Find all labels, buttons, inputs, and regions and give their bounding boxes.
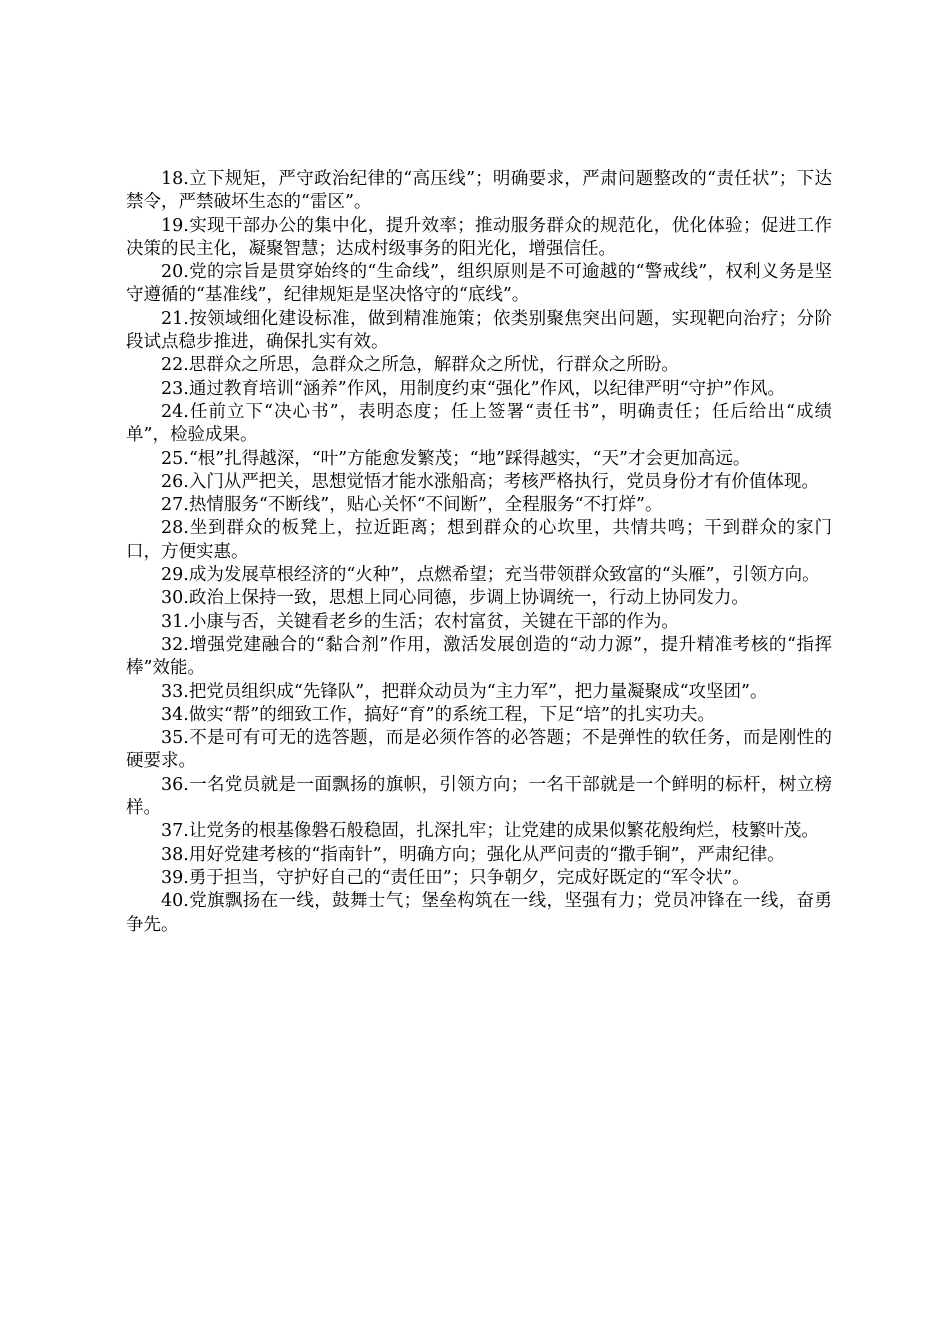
paragraph-29: 29.成为发展草根经济的“火种”，点燃希望；充当带领群众致富的“头雁”，引领方向。 [161, 565, 820, 586]
paragraph-27: 27.热情服务“不断线”，贴心关怀“不间断”，全程服务“不打烊”。 [161, 495, 663, 516]
paragraph-23: 23.通过教育培训“涵养”作风，用制度约束“强化”作风，以纪律严明“守护”作风。 [161, 378, 786, 399]
paragraph-39: 39.勇于担当，守护好自己的“责任田”；只争朝夕，完成好既定的“军令状”。 [161, 867, 750, 888]
paragraph-31: 31.小康与否，关键看老乡的生活；农村富贫，关键在干部的作为。 [161, 611, 679, 632]
paragraph-40: 40.党旗飘扬在一线，鼓舞士气；堡垒构筑在一线，坚强有力；党员冲锋在一线，奋勇争先。 [126, 891, 832, 935]
paragraph-22: 22.思群众之所思，急群众之所急，解群众之所忧，行群众之所盼。 [161, 355, 679, 376]
paragraph-30: 30.政治上保持一致，思想上同心同德，步调上协调统一，行动上协同发力。 [161, 588, 749, 609]
paragraph-24: 24.任前立下“决心书”，表明态度；任上签署“责任书”，明确责任；任后给出“成绩单”，检验成果。 [126, 401, 832, 446]
paragraph-25: 25.“根”扎得越深，“叶”方能愈发繁茂；“地”踩得越实，“天”才会更加高远。 [161, 448, 751, 469]
paragraph-32: 32.增强党建融合的“黏合剂”作用，激活发展创造的“动力源”，提升精准考核的“指挥棒”效能。 [126, 634, 832, 679]
paragraph-36: 36.一名党员就是一面飘扬的旗帜，引领方向；一名干部就是一个鲜明的标杆，树立榜样。 [126, 774, 832, 819]
paragraph-28: 28.坐到群众的板凳上，拉近距离；想到群众的心坎里，共情共鸣；干到群众的家门口，方便实惠。 [126, 518, 832, 562]
paragraph-35: 35.不是可有可无的选答题，而是必须作答的必答题；不是弹性的软任务，而是刚性的硬要求。 [126, 728, 832, 772]
document-body [126, 168, 832, 937]
paragraph-21: 21.按领域细化建设标准，做到精准施策；依类别聚焦突出问题，实现靶向治疗；分阶段试点稳步推进，确保扎实有效。 [126, 308, 832, 353]
paragraph-34: 34.做实“帮”的细致工作，搞好“育”的系统工程，下足“培”的扎实功夫。 [161, 704, 716, 725]
paragraph-38: 38.用好党建考核的“指南针”，明确方向；强化从严问责的“撒手锏”，严肃纪律。 [161, 844, 785, 865]
paragraph-26: 26.入门从严把关，思想觉悟才能水涨船高；考核严格执行，党员身份才有价值体现。 [161, 471, 819, 492]
paragraph-37: 37.让党务的根基像磐石般稳固，扎深扎牢；让党建的成果似繁花般绚烂，枝繁叶茂。 [161, 821, 819, 842]
paragraph-18: 18.立下规矩，严守政治纪律的“高压线”；明确要求，严肃问题整改的“责任状”；下达禁令，严禁破坏生态的“雷区”。 [126, 169, 832, 213]
paragraph-33: 33.把党员组织成“先锋队”，把群众动员为“主力军”，把力量凝聚成“攻坚团”。 [161, 681, 768, 702]
paragraph-19: 19.实现干部办公的集中化，提升效率；推动服务群众的规范化，优化体验；促进工作决策的民主化，凝聚智慧；达成村级事务的阳光化，增强信任。 [126, 215, 832, 259]
paragraph-20: 20.党的宗旨是贯穿始终的“生命线”，组织原则是不可逾越的“警戒线”，权利义务是坚守遵循的“基准线”，纪律规矩是坚决恪守的“底线”。 [126, 262, 832, 306]
